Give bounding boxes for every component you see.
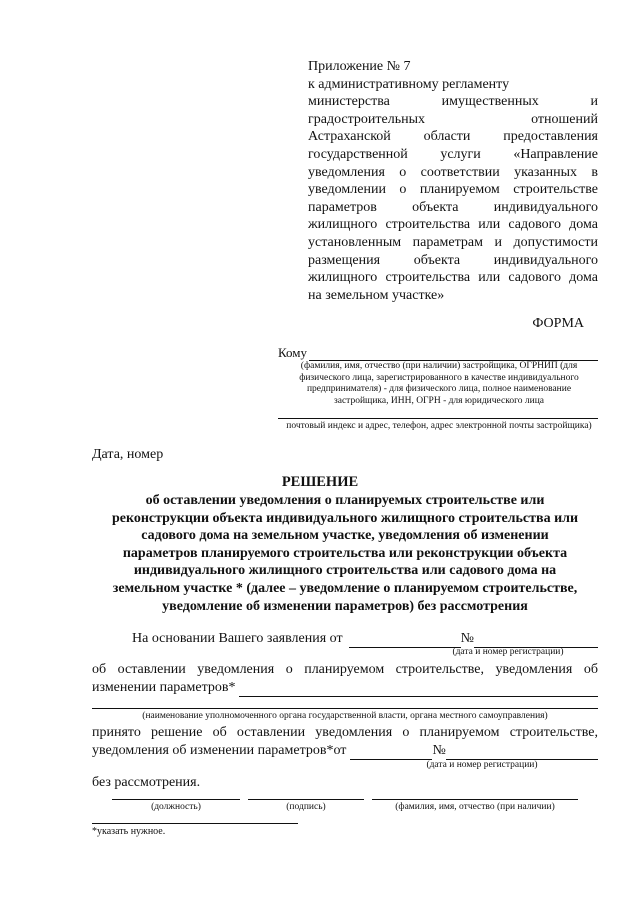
basis-line-3 [92,679,598,697]
basis-line-2: об оставлении уведомления о планируемом строительстве, уведомления об [92,662,598,677]
authority-line [92,708,598,709]
document-title: РЕШЕНИЕ [281,474,359,490]
number-sign-2: № [432,743,446,758]
subtitle-line: уведомление об изменении параметров) без рассмотрения [162,598,528,614]
date-number-label: Дата, номер [92,447,164,462]
decision-line-1: принято решение об оставлении уведомления о планируемом строительстве, [92,725,598,740]
appendix-line: министерства имущественных и [308,94,598,110]
appendix-line: установленным параметрам и допустимости [308,234,598,250]
position-caption: (должность) [151,802,201,812]
appendix-line: жилищного строительства или садового дома [308,217,598,233]
document-subtitle [92,492,598,615]
footnote: *указать нужное. [92,826,166,837]
change-params-text: изменении параметров* [92,680,236,695]
recipient-address-line [278,418,598,419]
appendix-line: градостроительных отношений [308,111,598,127]
appendix-line: Приложение № 7 [308,59,411,74]
appendix-line: уведомления о соответствии указанных в [308,164,598,180]
subtitle-line: индивидуального жилищного строительства или садового дома на [133,563,557,579]
recipient-address-note: почтовый индекс и адрес, телефон, адрес электронной почты застройщика) [286,421,592,431]
params-field [239,682,598,697]
signature-caption: (подпись) [286,802,326,812]
subtitle-line: реконструкции объекта индивидуального жилищного строительства или [111,510,579,526]
full-name-line [372,799,578,800]
footnote-separator [92,823,298,824]
appendix-line: на земельном участке» [308,287,445,303]
appendix-line: размещения объекта индивидуального [308,252,598,268]
recipient-label: Кому [278,345,308,360]
appendix-line: государственной услуги «Направление [308,146,598,162]
full-name-caption: (фамилия, имя, отчество (при наличии) [395,802,555,812]
decision-text: уведомления об изменении параметров*от [92,743,347,758]
decision-date-field [350,745,432,760]
form-label: ФОРМА [532,316,584,331]
decision-number-field [446,745,598,760]
subtitle-line: об оставлении уведомления о планируемых строительстве или [145,493,545,508]
recipient-underline [309,348,598,361]
application-date-field [349,633,461,648]
date-reg-caption-2: (дата и номер регистрации) [426,760,538,770]
appendix-line: жилищного строительства или садового дома [308,270,598,286]
appendix-line: уведомлении о планируемом строительстве [308,182,598,198]
authority-caption: (наименование уполномоченного органа государственной власти, органа местного самоуправления) [142,711,548,721]
appendix-line: Астраханской области предоставления [308,129,598,145]
number-sign: № [460,631,474,646]
subtitle-line: земельном участке * (далее – уведомление о планируемом строительстве, [112,580,578,596]
date-reg-caption: (дата и номер регистрации) [452,647,564,657]
appendix-line: к административному регламенту [308,76,510,92]
basis-line [132,630,598,648]
recipient-note: (фамилия, имя, отчество (при наличии) застройщика, ОГРНИП (для физического лица, зарегистрированного в качестве индивидуального предпринимателя) - для физического лица, полное наименование застройщика, ИНН, ОГРН - для юридического лица [299,361,579,406]
basis-text: На основании Вашего заявления от [132,631,343,646]
signature-line [248,799,364,800]
without-review-text: без рассмотрения. [92,775,201,790]
position-line [112,799,240,800]
subtitle-line: садового дома на земельном участке, уведомления об изменении [141,528,549,544]
subtitle-line: параметров планируемого строительства или реконструкции объекта [122,545,568,561]
decision-line-2 [92,742,598,760]
appendix-line: параметров объекта индивидуального [308,199,598,215]
application-number-field [474,633,598,648]
appendix-header [308,58,598,304]
recipient-field [278,345,598,361]
